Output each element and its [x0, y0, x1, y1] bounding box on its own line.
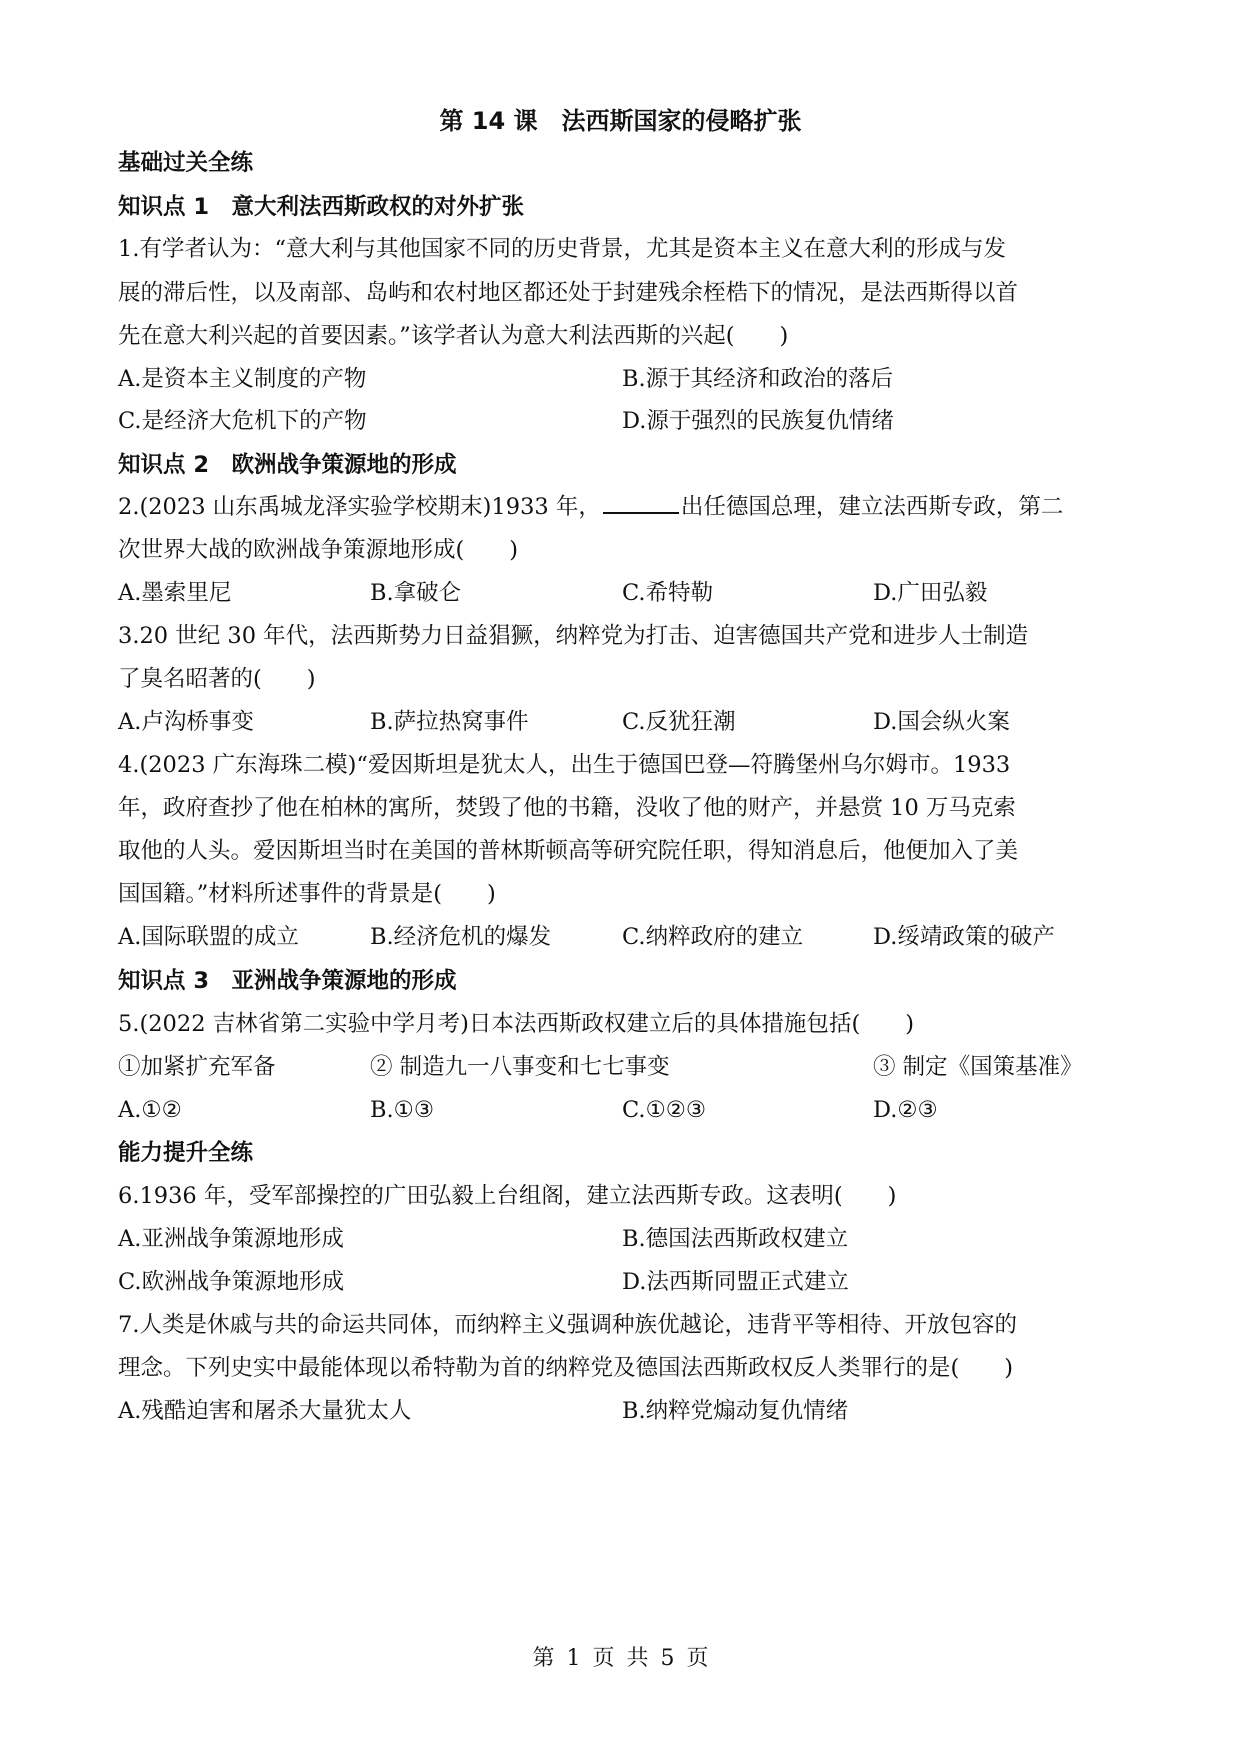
knowledge-point-1: 知识点 1 意大利法西斯政权的对外扩张: [118, 194, 524, 220]
section-heading-basic: 基础过关全练: [118, 150, 254, 176]
q7-option-a: A.残酷迫害和屠杀大量犹太人: [118, 1398, 412, 1424]
q3-option-d: D.国会纵火案: [873, 709, 1010, 735]
q7-option-b: B.纳粹党煽动复仇情绪: [622, 1398, 849, 1424]
q2-stem-part-2: 出任德国总理，建立法西斯专政，第二: [680, 494, 1064, 520]
q2-stem-line-1: [118, 492, 1125, 522]
q5-statement-1: ①加紧扩充军备: [118, 1054, 276, 1080]
footer-total-unit: 页: [686, 1646, 709, 1671]
section-heading-advanced: 能力提升全练: [118, 1140, 254, 1166]
q3-stem-line-2: 了臭名昭著的( ): [118, 666, 316, 692]
q1-stem-line-1: 1.有学者认为：“意大利与其他国家不同的历史背景，尤其是资本主义在意大利的形成与发: [118, 236, 1006, 262]
q2-option-a: A.墨索里尼: [118, 580, 232, 606]
q3-option-c: C.反犹狂潮: [622, 709, 736, 735]
q2-stem-line-2: 次世界大战的欧洲战争策源地形成( ): [118, 537, 519, 563]
q1-stem-line-3: 先在意大利兴起的首要因素。”该学者认为意大利法西斯的兴起( ): [118, 323, 789, 349]
q4-option-b: B.经济危机的爆发: [370, 924, 552, 950]
q1-option-c: C.是经济大危机下的产物: [118, 408, 367, 434]
q4-option-d: D.绥靖政策的破产: [873, 924, 1055, 950]
q3-stem-line-1: 3.20 世纪 30 年代，法西斯势力日益猖獗，纳粹党为打击、迫害德国共产党和进步人士制造: [118, 623, 1029, 649]
q6-option-d: D.法西斯同盟正式建立: [622, 1269, 849, 1295]
q6-option-b: B.德国法西斯政权建立: [622, 1226, 849, 1252]
knowledge-point-2: 知识点 2 欧洲战争策源地的形成: [118, 452, 457, 478]
q1-option-b: B.源于其经济和政治的落后: [622, 366, 894, 392]
q6-option-c: C.欧洲战争策源地形成: [118, 1269, 345, 1295]
q7-stem-line-2: 理念。下列史实中最能体现以希特勒为首的纳粹党及德国法西斯政权反人类罪行的是( ): [118, 1355, 1014, 1381]
page-footer: [0, 1644, 1241, 1674]
q6-option-a: A.亚洲战争策源地形成: [118, 1226, 344, 1252]
q6-stem-line-1: 6.1936 年，受军部操控的广田弘毅上台组阁，建立法西斯专政。这表明( ): [118, 1183, 897, 1209]
q4-stem-line-1: 4.(2023 广东海珠二模)“爱因斯坦是犹太人，出生于德国巴登—符腾堡州乌尔姆市。1933: [118, 752, 1011, 778]
q1-stem-line-2: 展的滞后性，以及南部、岛屿和农村地区都还处于封建残余桎梏下的情况，是法西斯得以首: [118, 280, 1019, 306]
footer-page-word: 第: [532, 1646, 555, 1671]
q5-option-b: B.①③: [370, 1097, 435, 1123]
q2-stem-part-1: 2.(2023 山东禹城龙泽实验学校期末)1933 年，: [118, 494, 601, 520]
q5-option-a: A.①②: [118, 1097, 182, 1123]
q4-stem-line-2: 年，政府查抄了他在柏林的寓所，焚毁了他的书籍，没收了他的财产，并悬赏 10 万马克索: [118, 795, 1016, 821]
q5-option-c: C.①②③: [622, 1097, 707, 1123]
q7-stem-line-1: 7.人类是休戚与共的命运共同体，而纳粹主义强调种族优越论，违背平等相待、开放包容的: [118, 1312, 1017, 1338]
q4-stem-line-4: 国国籍。”材料所述事件的背景是( ): [118, 881, 496, 907]
knowledge-point-3: 知识点 3 亚洲战争策源地的形成: [118, 968, 457, 994]
q5-statement-2: ② 制造九一八事变和七七事变: [370, 1054, 670, 1080]
q4-option-a: A.国际联盟的成立: [118, 924, 299, 950]
q1-option-d: D.源于强烈的民族复仇情绪: [622, 408, 894, 434]
footer-total-word: 共: [626, 1646, 649, 1671]
q4-option-c: C.纳粹政府的建立: [622, 924, 804, 950]
q5-statement-3: ③ 制定《国策基准》: [873, 1054, 1083, 1080]
footer-page-unit: 页: [592, 1646, 615, 1671]
q2-option-c: C.希特勒: [622, 580, 714, 606]
q2-option-d: D.广田弘毅: [873, 580, 988, 606]
q2-option-b: B.拿破仑: [370, 580, 462, 606]
q5-stem-line-1: 5.(2022 吉林省第二实验中学月考)日本法西斯政权建立后的具体措施包括( ): [118, 1011, 914, 1037]
q3-option-a: A.卢沟桥事变: [118, 709, 254, 735]
footer-total-number: 5: [660, 1646, 675, 1671]
q1-option-a: A.是资本主义制度的产物: [118, 366, 367, 392]
q2-answer-blank: [603, 494, 679, 514]
q3-option-b: B.萨拉热窝事件: [370, 709, 529, 735]
footer-page-number: 1: [566, 1646, 581, 1671]
q5-option-d: D.②③: [873, 1097, 938, 1123]
q4-stem-line-3: 取他的人头。爱因斯坦当时在美国的普林斯顿高等研究院任职，得知消息后，他便加入了美: [118, 838, 1019, 864]
page-title: 第 14 课 法西斯国家的侵略扩张: [439, 107, 802, 135]
